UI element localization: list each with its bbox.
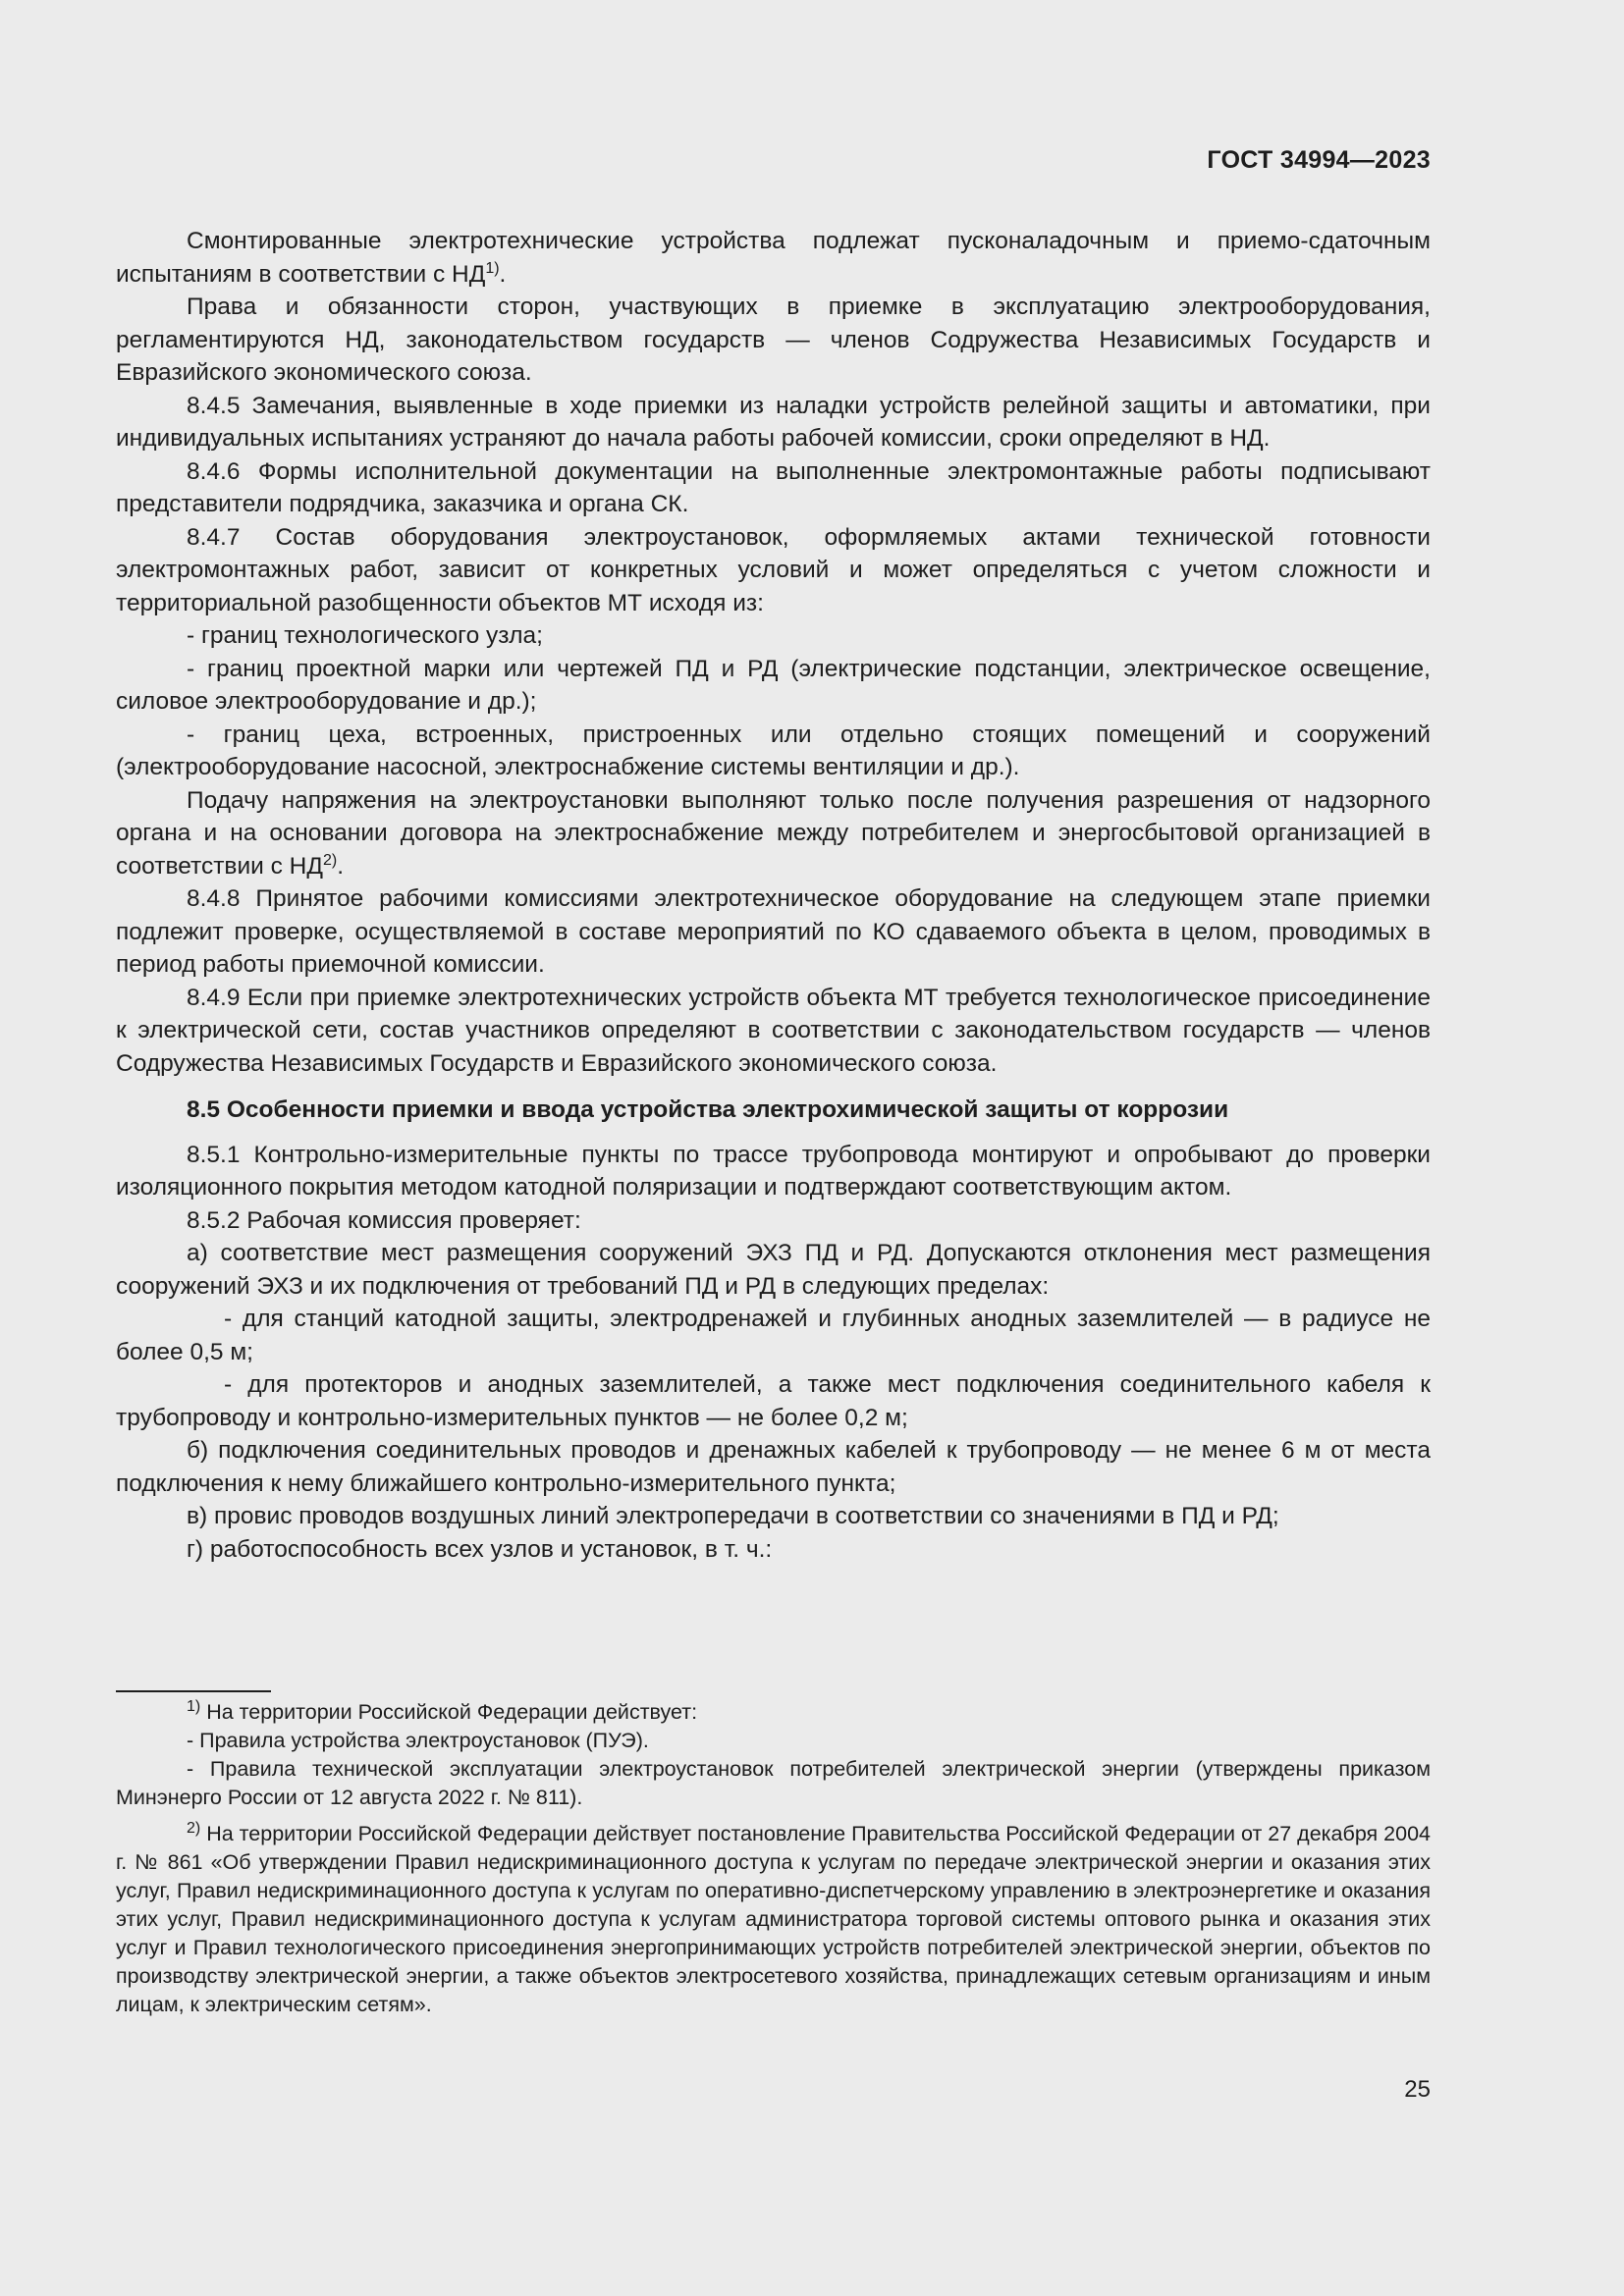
footnote-marker: 1) <box>187 1697 201 1715</box>
list-item: - границ технологического узла; <box>187 622 543 649</box>
footnote-ref: 1) <box>485 259 500 277</box>
document-header: ГОСТ 34994—2023 <box>1207 146 1431 174</box>
clause-8-4-7: 8.4.7 Состав оборудования электроустановок, оформляемых актами технической готовности электромонтажных работ, зависит от конкретных условий и может определяться с учетом сложности и территориальной разобщенности объектов МТ исходя из: <box>116 523 1431 616</box>
list-item: - границ проектной марки или чертежей ПД и РД (электрические подстанции, электрическое освещение, силовое электрооборудование и др.); <box>116 655 1431 715</box>
page-number: 25 <box>1404 2076 1431 2103</box>
list-item-g: г) работоспособность всех узлов и установок, в т. ч.: <box>187 1535 773 1563</box>
footnote-list-item: - Правила технической эксплуатации электроустановок потребителей электрической энергии (утверждены приказом Минэнерго России от 12 августа 2022 г. № 811). <box>116 1757 1431 1809</box>
footnote-2 <box>116 1820 1431 2019</box>
sub-list-item: - для протекторов и анодных заземлителей, а также мест подключения соединительного кабеля к трубопроводу и контрольно-измерительных пунктов — не более 0,2 м; <box>116 1371 1431 1431</box>
clause-8-5-1: 8.5.1 Контрольно-измерительные пункты по трассе трубопровода монтируют и опробывают до проверки изоляционного покрытия методом катодной поляризации и подтверждают соответствующим актом. <box>116 1141 1431 1201</box>
paragraph-text: . <box>499 260 507 288</box>
clause-8-4-8: 8.4.8 Принятое рабочими комиссиями электротехническое оборудование на следующем этапе приемки подлежит проверке, осуществляемой в составе мероприятий по КО сдаваемого объекта в целом, проводимых в период работы приемочной комиссии. <box>116 885 1431 978</box>
footnote-ref: 2) <box>322 851 338 869</box>
paragraph-text: Смонтированные электротехнические устройства подлежат пусконаладочным и приемо-сдаточным испытаниям в соответствии с НД <box>116 228 1431 288</box>
clause-8-4-9: 8.4.9 Если при приемке электротехнических устройств объекта МТ требуется технологическое присоединение к электрической сети, состав участников определяют в соответствии с законодательством государств — членов Содружества Независимых Государств и Евразийского экономического союза. <box>116 984 1431 1077</box>
paragraph: Права и обязанности сторон, участвующих в приемке в эксплуатацию электрооборудования, регламентируются НД, законодательством государств — членов Содружества Независимых Государств и Евразийского экономического союза. <box>116 294 1431 386</box>
sub-list-item: - для станций катодной защиты, электродренажей и глубинных анодных заземлителей — в радиусе не более 0,5 м; <box>116 1306 1431 1365</box>
list-item: - границ цеха, встроенных, пристроенных или отдельно стоящих помещений и сооружений (электрооборудование насосной, электроснабжение системы вентиляции и др.). <box>116 721 1431 780</box>
footnote-list-item: - Правила устройства электроустановок (ПУЭ). <box>187 1729 649 1752</box>
footnote-text: На территории Российской Федерации действует: <box>200 1700 698 1724</box>
paragraph-text: Подачу напряжения на электроустановки выполняют только после получения разрешения от надзорного органа и на основании договора на электроснабжение между потребителем и энергосбытовой организацией в соответствии с НД <box>116 786 1431 880</box>
clause-8-4-5: 8.4.5 Замечания, выявленные в ходе приемки из наладки устройств релейной защиты и автоматики, при индивидуальных испытаниях устраняют до начала работы рабочей комиссии, сроки определяют в НД. <box>116 392 1431 452</box>
footnote-1 <box>116 1698 1431 1727</box>
document-body <box>116 225 1431 1566</box>
footnotes <box>116 1698 1431 2019</box>
paragraph-text: . <box>337 852 345 880</box>
clause-8-5-2: 8.5.2 Рабочая комиссия проверяет: <box>187 1206 581 1234</box>
list-item-b: б) подключения соединительных проводов и дренажных кабелей к трубопроводу — не менее 6 м от места подключения к нему ближайшего контрольно-измерительного пункта; <box>116 1437 1431 1497</box>
clause-8-4-6: 8.4.6 Формы исполнительной документации на выполненные электромонтажные работы подписывают представители подрядчика, заказчика и органа СК. <box>116 457 1431 517</box>
list-item-a: а) соответствие мест размещения сооружений ЭХЗ ПД и РД. Допускаются отклонения мест размещения сооружений ЭХЗ и их подключения от требований ПД и РД в следующих пределах: <box>116 1240 1431 1300</box>
section-heading: 8.5 Особенности приемки и ввода устройства электрохимической защиты от коррозии <box>187 1096 1229 1123</box>
paragraph <box>116 225 1431 291</box>
footnote-marker: 2) <box>187 1819 201 1837</box>
paragraph <box>116 784 1431 883</box>
footnote-text: На территории Российской Федерации действует постановление Правительства Российской Федерации от 27 декабря 2004 г. № 861 «Об утверждении Правил недискриминационного доступа к услугам по передаче электрической энергии и оказания этих услуг, Правил недискриминационного доступа к услугам по оперативно-диспетчерскому управлению в электроэнергетике и оказания этих услуг, Правил недискриминационного доступа к услугам администратора торговой системы оптового рынка и оказания этих услуг и Правил технологического присоединения энергопринимающих устройств потребителей электрической энергии, объектов по производству электрической энергии, а также объектов электросетевого хозяйства, принадлежащих сетевым организациям и иным лицам, к электрическим сетям». <box>116 1822 1431 2016</box>
footnote-divider <box>116 1690 271 1692</box>
list-item-v: в) провис проводов воздушных линий электропередачи в соответствии со значениями в ПД и РД; <box>187 1503 1279 1529</box>
